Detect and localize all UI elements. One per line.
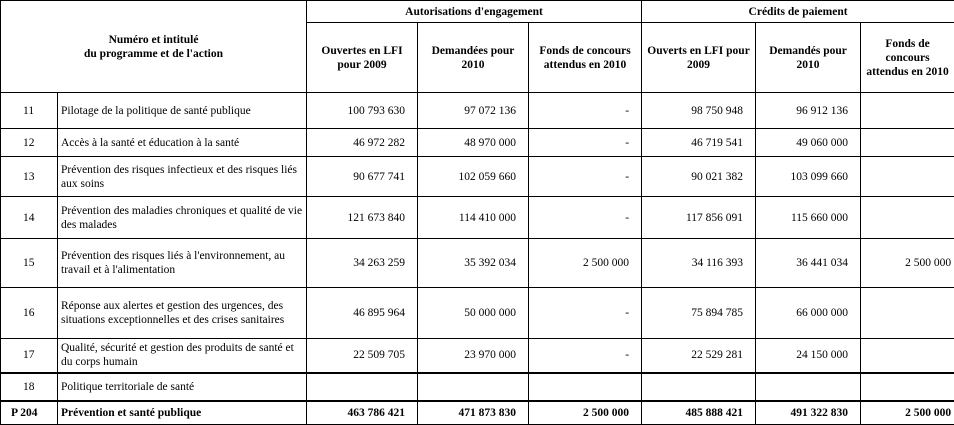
ae-2009-cell: 90 677 741 <box>307 157 418 197</box>
ae-2010-cell: 50 000 000 <box>418 288 529 339</box>
cp-2009-cell: 22 529 281 <box>642 339 756 373</box>
ae-2010-cell: 35 392 034 <box>418 239 529 288</box>
action-code: 17 <box>1 339 58 373</box>
ae-fdc-cell: - <box>529 339 642 373</box>
ae-2010-cell <box>418 373 529 401</box>
cp-2009-total: 485 888 421 <box>642 401 756 425</box>
action-label: Réponse aux alertes et gestion des urgences, des situations exceptionnelles et des crises sanitaires <box>58 288 307 339</box>
cp-2010-cell: 36 441 034 <box>756 239 861 288</box>
action-label: Prévention des maladies chroniques et qualité de vie des malades <box>58 197 307 239</box>
cp-fdc-cell <box>861 157 954 197</box>
ae-2009-total: 463 786 421 <box>307 401 418 425</box>
ae-2009-cell: 46 972 282 <box>307 129 418 157</box>
action-code: 18 <box>1 373 58 401</box>
ae-2009-cell: 34 263 259 <box>307 239 418 288</box>
ae-2009-header: Ouvertes en LFI pour 2009 <box>307 23 418 93</box>
ae-2010-cell: 102 059 660 <box>418 157 529 197</box>
ae-group-header: Autorisations d'engagement <box>307 1 642 23</box>
action-label: Qualité, sécurité et gestion des produits de santé et du corps humain <box>58 339 307 373</box>
cp-fdc-cell <box>861 129 954 157</box>
ae-2010-header: Demandées pour 2010 <box>418 23 529 93</box>
ae-2009-cell: 22 509 705 <box>307 339 418 373</box>
cp-2009-header: Ouverts en LFI pour 2009 <box>642 23 756 93</box>
cp-2009-cell: 75 894 785 <box>642 288 756 339</box>
table-row <box>1 157 954 197</box>
ae-2009-cell <box>307 373 418 401</box>
action-label: Prévention des risques infectieux et des risques liés aux soins <box>58 157 307 197</box>
cp-fdc-cell <box>861 288 954 339</box>
cp-fdc-header: Fonds de concours attendus en 2010 <box>861 23 954 93</box>
cp-fdc-cell <box>861 339 954 373</box>
ae-2010-total: 471 873 830 <box>418 401 529 425</box>
cp-2009-cell: 117 856 091 <box>642 197 756 239</box>
cp-fdc-cell <box>861 93 954 129</box>
total-row <box>1 401 954 425</box>
ae-2010-cell: 23 970 000 <box>418 339 529 373</box>
ae-fdc-total: 2 500 000 <box>529 401 642 425</box>
table-row <box>1 197 954 239</box>
table-row <box>1 339 954 373</box>
action-label: Prévention des risques liés à l'environnement, au travail et à l'alimentation <box>58 239 307 288</box>
action-label: Politique territoriale de santé <box>58 373 307 401</box>
table-row <box>1 373 954 401</box>
action-label: Accès à la santé et éducation à la santé <box>58 129 307 157</box>
table-row <box>1 93 954 129</box>
cp-2010-cell: 49 060 000 <box>756 129 861 157</box>
ae-fdc-cell: - <box>529 288 642 339</box>
cp-2010-cell <box>756 373 861 401</box>
ae-2010-cell: 114 410 000 <box>418 197 529 239</box>
ae-2009-cell: 100 793 630 <box>307 93 418 129</box>
ae-2010-cell: 97 072 136 <box>418 93 529 129</box>
action-code: 12 <box>1 129 58 157</box>
ae-fdc-cell: - <box>529 197 642 239</box>
cp-fdc-cell <box>861 373 954 401</box>
action-code: 13 <box>1 157 58 197</box>
cp-2010-cell: 103 099 660 <box>756 157 861 197</box>
cp-2010-header: Demandés pour 2010 <box>756 23 861 93</box>
action-label: Pilotage de la politique de santé publique <box>58 93 307 129</box>
cp-2009-cell: 90 021 382 <box>642 157 756 197</box>
program-column-header: Numéro et intitulé du programme et de l'action <box>1 1 307 93</box>
ae-2009-cell: 46 895 964 <box>307 288 418 339</box>
table-row <box>1 239 954 288</box>
table-row <box>1 288 954 339</box>
action-code: 15 <box>1 239 58 288</box>
cp-2009-cell: 98 750 948 <box>642 93 756 129</box>
ae-2009-cell: 121 673 840 <box>307 197 418 239</box>
cp-2009-cell <box>642 373 756 401</box>
program-code: P 204 <box>1 401 58 425</box>
cp-2009-cell: 46 719 541 <box>642 129 756 157</box>
cp-fdc-cell: 2 500 000 <box>861 239 954 288</box>
program-label: Prévention et santé publique <box>58 401 307 425</box>
cp-fdc-cell <box>861 197 954 239</box>
action-code: 14 <box>1 197 58 239</box>
ae-fdc-cell <box>529 373 642 401</box>
cp-2010-cell: 115 660 000 <box>756 197 861 239</box>
ae-fdc-cell: - <box>529 129 642 157</box>
ae-2010-cell: 48 970 000 <box>418 129 529 157</box>
cp-group-header: Crédits de paiement <box>642 1 954 23</box>
cp-fdc-total: 2 500 000 <box>861 401 954 425</box>
cp-2010-total: 491 322 830 <box>756 401 861 425</box>
header-row-groups <box>1 1 954 23</box>
cp-2009-cell: 34 116 393 <box>642 239 756 288</box>
cp-2010-cell: 66 000 000 <box>756 288 861 339</box>
table-row <box>1 129 954 157</box>
ae-fdc-cell: - <box>529 157 642 197</box>
cp-2010-cell: 96 912 136 <box>756 93 861 129</box>
action-code: 11 <box>1 93 58 129</box>
cp-2010-cell: 24 150 000 <box>756 339 861 373</box>
ae-fdc-cell: - <box>529 93 642 129</box>
action-code: 16 <box>1 288 58 339</box>
ae-fdc-cell: 2 500 000 <box>529 239 642 288</box>
ae-fdc-header: Fonds de concours attendus en 2010 <box>529 23 642 93</box>
